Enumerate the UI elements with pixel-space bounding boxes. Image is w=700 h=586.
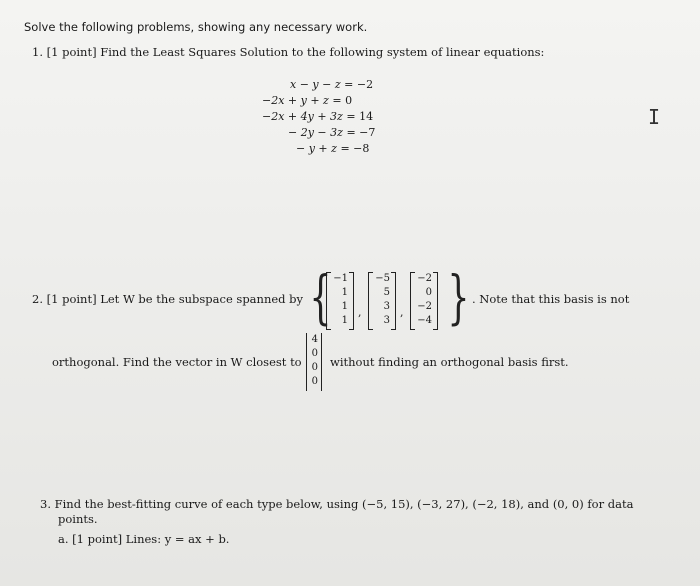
equation-rhs: −8 [353, 142, 370, 155]
vector-entry: 4 [311, 334, 318, 345]
vector-entry: 0 [311, 362, 318, 373]
left-brace: { [309, 263, 332, 331]
equation-lhs: x − y − z [290, 78, 341, 91]
vector-entry: −4 [417, 315, 432, 326]
equation-rhs: −7 [359, 126, 376, 139]
equation-lhs: −2x + 4y + 3z [262, 110, 343, 123]
equation-row: −2x + 4y + 3z = 14 [262, 110, 374, 123]
problem3-statement: 3. Find the best-fitting curve of each type below, using (−5, 15), (−3, 27), (−2, 18), and (0, 0) for data [40, 497, 634, 511]
right-brace: } [447, 263, 470, 331]
basis-vector-2 [368, 272, 396, 330]
vector-entry: 0 [311, 348, 318, 359]
vector-entry: −1 [333, 273, 348, 284]
vector-entry: 0 [425, 287, 432, 298]
equation-lhs: − 2y − 3z [288, 126, 343, 139]
intro-text: Solve the following problems, showing any necessary work. [24, 20, 368, 34]
vector-entry: 1 [341, 301, 348, 312]
problem2-without-text: without finding an orthogonal basis first. [330, 355, 569, 369]
vector-entry: 1 [341, 315, 348, 326]
vector-entry: 5 [383, 287, 390, 298]
equation-row: − 2y − 3z = −7 [288, 126, 376, 139]
vector-entry: 1 [341, 287, 348, 298]
vector-entry: 3 [383, 301, 390, 312]
problem2-orthogonal-text: orthogonal. Find the vector in W closest to [52, 355, 302, 369]
equation-lhs: −2x + y + z [262, 94, 329, 107]
equation-rhs: 14 [359, 110, 374, 123]
vector-entry: 3 [383, 315, 390, 326]
problem2-statement: 2. [1 point] Let W be the subspace spanned by [32, 292, 304, 306]
equation-lhs: − y + z [296, 142, 337, 155]
equation-rhs: −2 [356, 78, 374, 91]
equation-row: x − y − z = −2 [290, 78, 374, 91]
vector-entry: 0 [311, 376, 318, 387]
problem3-statement-cont: points. [58, 512, 98, 526]
problem1-statement: 1. [1 point] Find the Least Squares Solution to the following system of linear equations: [32, 45, 545, 59]
problem2-note: . Note that this basis is not [472, 292, 630, 306]
equation-rhs: 0 [345, 94, 353, 107]
vector-entry: −2 [417, 301, 432, 312]
problem3-part-a: a. [1 point] Lines: y = ax + b. [58, 532, 230, 546]
equation-row: − y + z = −8 [296, 142, 370, 155]
text-cursor-icon: I [648, 105, 661, 129]
vector-entry: −5 [375, 273, 390, 284]
equation-row: −2x + y + z = 0 [262, 94, 353, 107]
target-vector [306, 333, 322, 391]
basis-vector-3 [410, 272, 438, 330]
basis-vector-1 [326, 272, 354, 330]
vector-entry: −2 [417, 273, 432, 284]
